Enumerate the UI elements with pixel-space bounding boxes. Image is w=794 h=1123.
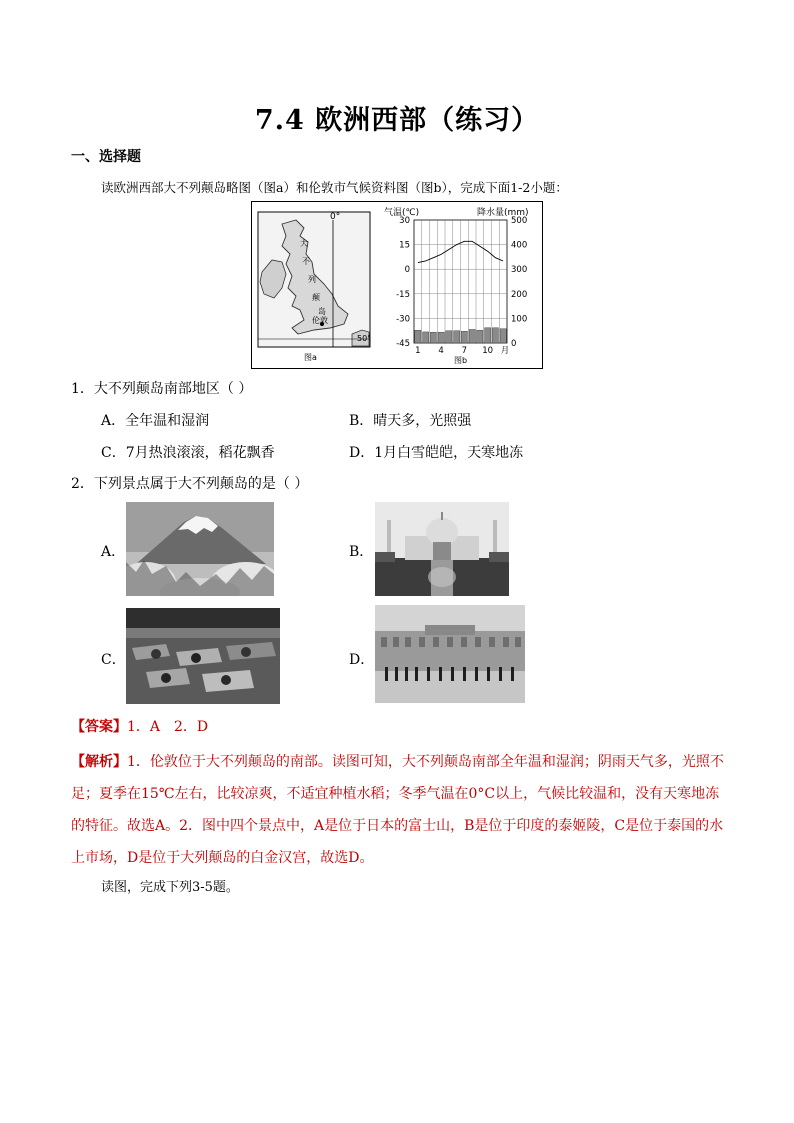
question-1-option-b[interactable]: B．晴天多，光照强 xyxy=(349,413,472,429)
precip-bar xyxy=(500,329,506,343)
precip-bar xyxy=(446,331,452,343)
question-2-stem: 2．下列景点属于大不列颠岛的是（ ） xyxy=(71,476,309,492)
figure-box xyxy=(251,201,543,369)
x-tick-label: 10 xyxy=(482,346,494,356)
figure-svg xyxy=(252,202,542,368)
answer-tag: 【答案】 xyxy=(71,719,127,735)
explanation-tag: 【解析】 xyxy=(71,754,127,770)
x-tick-label: 1 xyxy=(415,346,421,356)
x-tick-label: 7 xyxy=(461,346,468,356)
question-1-stem: 1．大不列颠岛南部地区（ ） xyxy=(71,381,253,397)
question-intro: 读欧洲西部大不列颠岛略图（图a）和伦敦市气候资料图（图b），完成下面1-2小题： xyxy=(101,180,568,195)
buckingham-palace-photo[interactable] xyxy=(375,605,525,703)
next-question-intro: 读图，完成下列3-5题。 xyxy=(101,880,239,895)
map-lat-label: 50° xyxy=(357,334,372,343)
temp-tick-label: 15 xyxy=(399,240,410,251)
explanation-text: 1．伦敦位于大不列颠岛的南部。读图可知，大不列颠岛南部全年温和湿润；阴雨天气多，光照不足；夏季在15℃左右，比较凉爽，不适宜种植水稻；冬季气温在0°C以上，气候比较温和，没有天寒地冻的特征。故选A。2．图中四个景点中，A是位于日本的富士山，B是位于印度的泰姬陵，C是位于泰国的水上市场，D是位于大列颠岛的白金汉宫，故选D。 xyxy=(71,754,724,866)
section-heading: 一、选择题 xyxy=(71,149,141,165)
taj-mahal-photo[interactable] xyxy=(375,502,509,596)
precip-bar xyxy=(461,331,467,343)
precip-bar xyxy=(430,332,436,343)
map-city-label: 伦敦 xyxy=(312,316,328,325)
question-1-option-d[interactable]: D．1月白雪皑皑，天寒地冻 xyxy=(349,445,524,461)
precip-bar xyxy=(485,328,491,343)
precip-bar xyxy=(438,332,444,343)
question-2-option-c-label[interactable]: C． xyxy=(101,652,126,668)
map-caption: 图a xyxy=(304,353,317,362)
map-island-char-3: 列 xyxy=(308,275,316,284)
climate-chart xyxy=(384,206,529,365)
map-island-char-4: 颠 xyxy=(312,293,320,302)
map-island-char-1: 大 xyxy=(300,239,308,248)
precip-tick-label: 500 xyxy=(511,216,528,226)
temp-tick-label: -30 xyxy=(396,314,410,325)
precip-bar xyxy=(423,332,429,343)
question-2-option-b-label[interactable]: B． xyxy=(349,544,374,560)
answer-line xyxy=(71,716,208,736)
left-axis-label: 气温(℃) xyxy=(384,208,420,218)
precip-bar xyxy=(415,330,421,343)
map-island-char-2: 不 xyxy=(302,257,310,266)
x-tick-label: 月 xyxy=(500,346,510,356)
floating-market-photo[interactable] xyxy=(126,608,280,704)
temp-tick-label: 0 xyxy=(404,265,410,276)
precip-tick-label: 0 xyxy=(511,339,517,349)
mount-fuji-photo[interactable] xyxy=(126,502,274,596)
right-axis-label: 降水量(mm) xyxy=(477,208,529,218)
precip-bar xyxy=(477,330,483,343)
answer-text: 1．A 2．D xyxy=(127,719,209,735)
precip-bar xyxy=(492,328,498,343)
question-1-option-a[interactable]: A．全年温和湿润 xyxy=(101,413,210,429)
temp-tick-label: -15 xyxy=(396,289,410,300)
temp-tick-label: 30 xyxy=(399,216,410,226)
question-2-option-a-label[interactable]: A． xyxy=(101,544,126,560)
question-2-option-d-label[interactable]: D． xyxy=(349,652,375,668)
explanation-paragraph xyxy=(71,746,726,874)
precip-bar xyxy=(469,329,475,343)
temp-tick-label: -45 xyxy=(396,339,410,349)
question-1-option-c[interactable]: C．7月热浪滚滚，稻花飘香 xyxy=(101,445,275,461)
precip-tick-label: 300 xyxy=(511,265,528,276)
map-lon-label: 0° xyxy=(330,212,341,222)
page-title: 7.4 欧洲西部（练习） xyxy=(254,105,540,136)
precip-tick-label: 200 xyxy=(511,289,528,300)
precip-bar xyxy=(454,331,460,343)
precip-tick-label: 400 xyxy=(511,240,528,251)
map-island-char-5: 岛 xyxy=(318,307,326,316)
x-tick-label: 4 xyxy=(438,346,444,356)
climate-caption: 图b xyxy=(453,356,468,365)
precip-tick-label: 100 xyxy=(511,314,528,325)
